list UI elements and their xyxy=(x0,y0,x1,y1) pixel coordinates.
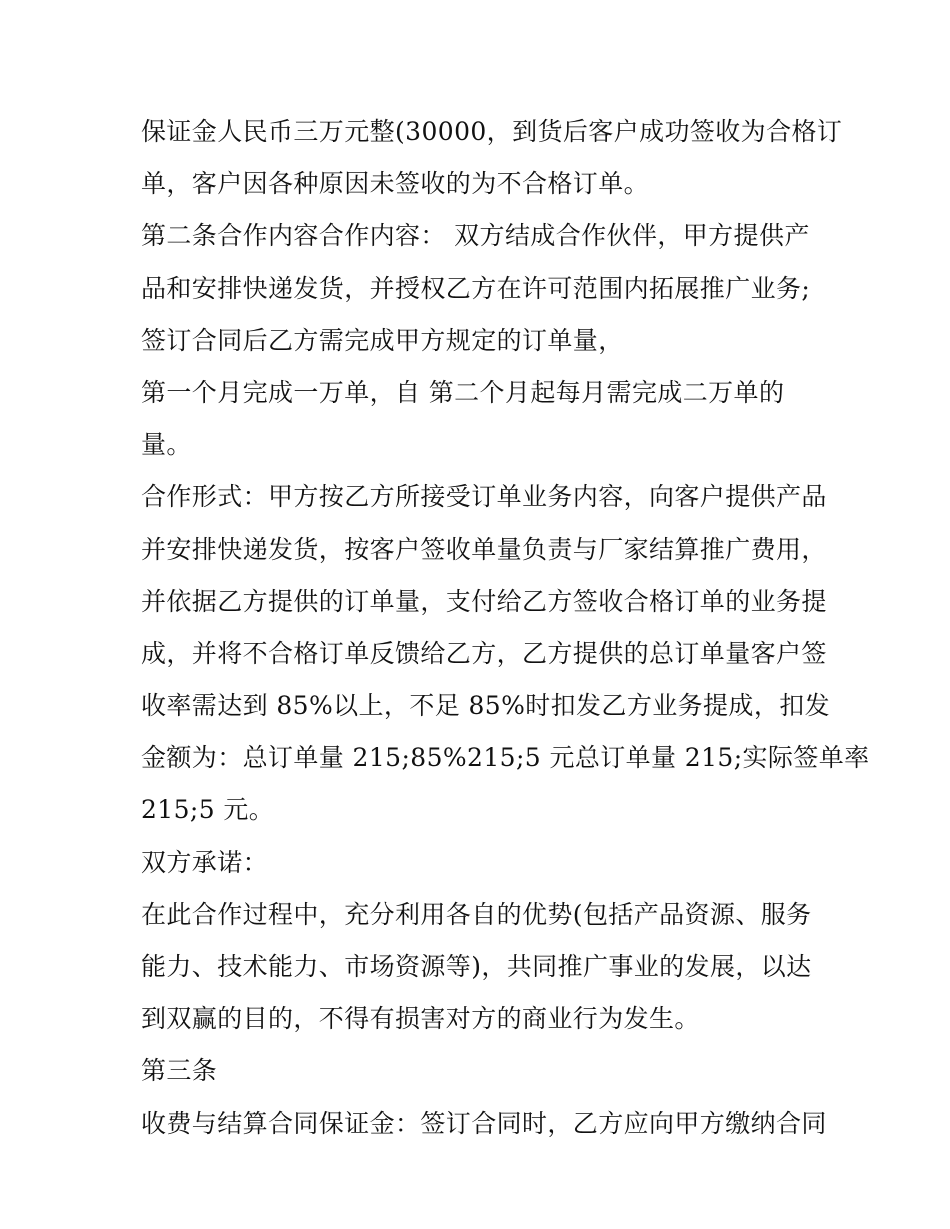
text-line: 品和安排快递发货，并授权乙方在许可范围内拓展推广业务; xyxy=(141,273,811,303)
text-line: 双方承诺： xyxy=(141,847,269,877)
text-line: 成，并将不合格订单反馈给乙方，乙方提供的总订单量客户签 xyxy=(141,638,827,668)
text-line: 第二条合作内容合作内容： 双方结成合作伙伴，甲方提供产 xyxy=(141,221,810,251)
text-line: 并安排快递发货，按客户签收单量负责与厂家结算推广费用， xyxy=(141,534,827,564)
text-line: 到双赢的目的，不得有损害对方的商业行为发生。 xyxy=(141,1004,700,1034)
text-line: 保证金人民币三万元整(30000，到货后客户成功签收为合格订 xyxy=(141,117,843,146)
document-body xyxy=(141,106,870,1150)
text-line: 单，客户因各种原因未签收的为不合格订单。 xyxy=(141,169,650,199)
text-line: 合作形式：甲方按乙方所接受订单业务内容，向客户提供产品 xyxy=(141,482,827,512)
text-line: 收率需达到 85%以上，不足 85%时扣发乙方业务提成，扣发 xyxy=(141,691,831,721)
text-line: 第三条 xyxy=(141,1056,218,1086)
text-line: 第一个月完成一万单，自 第二个月起每月需完成二万单的 xyxy=(141,377,785,407)
text-line: 量。 xyxy=(141,430,192,460)
text-line: 能力、技术能力、市场资源等)，共同推广事业的发展，以达 xyxy=(141,952,812,981)
text-line: 并依据乙方提供的订单量，支付给乙方签收合格订单的业务提 xyxy=(141,586,827,616)
text-line: 收费与结算合同保证金：签订合同时，乙方应向甲方缴纳合同 xyxy=(141,1108,827,1138)
text-line: 在此合作过程中，充分利用各自的优势(包括产品资源、服务 xyxy=(141,899,812,929)
text-line: 金额为：总订单量 215;85%215;5 元总订单量 215;实际签单率 xyxy=(141,743,870,773)
text-line: 签订合同后乙方需完成甲方规定的订单量， xyxy=(141,325,624,355)
text-line: 215;5 元。 xyxy=(141,795,275,825)
